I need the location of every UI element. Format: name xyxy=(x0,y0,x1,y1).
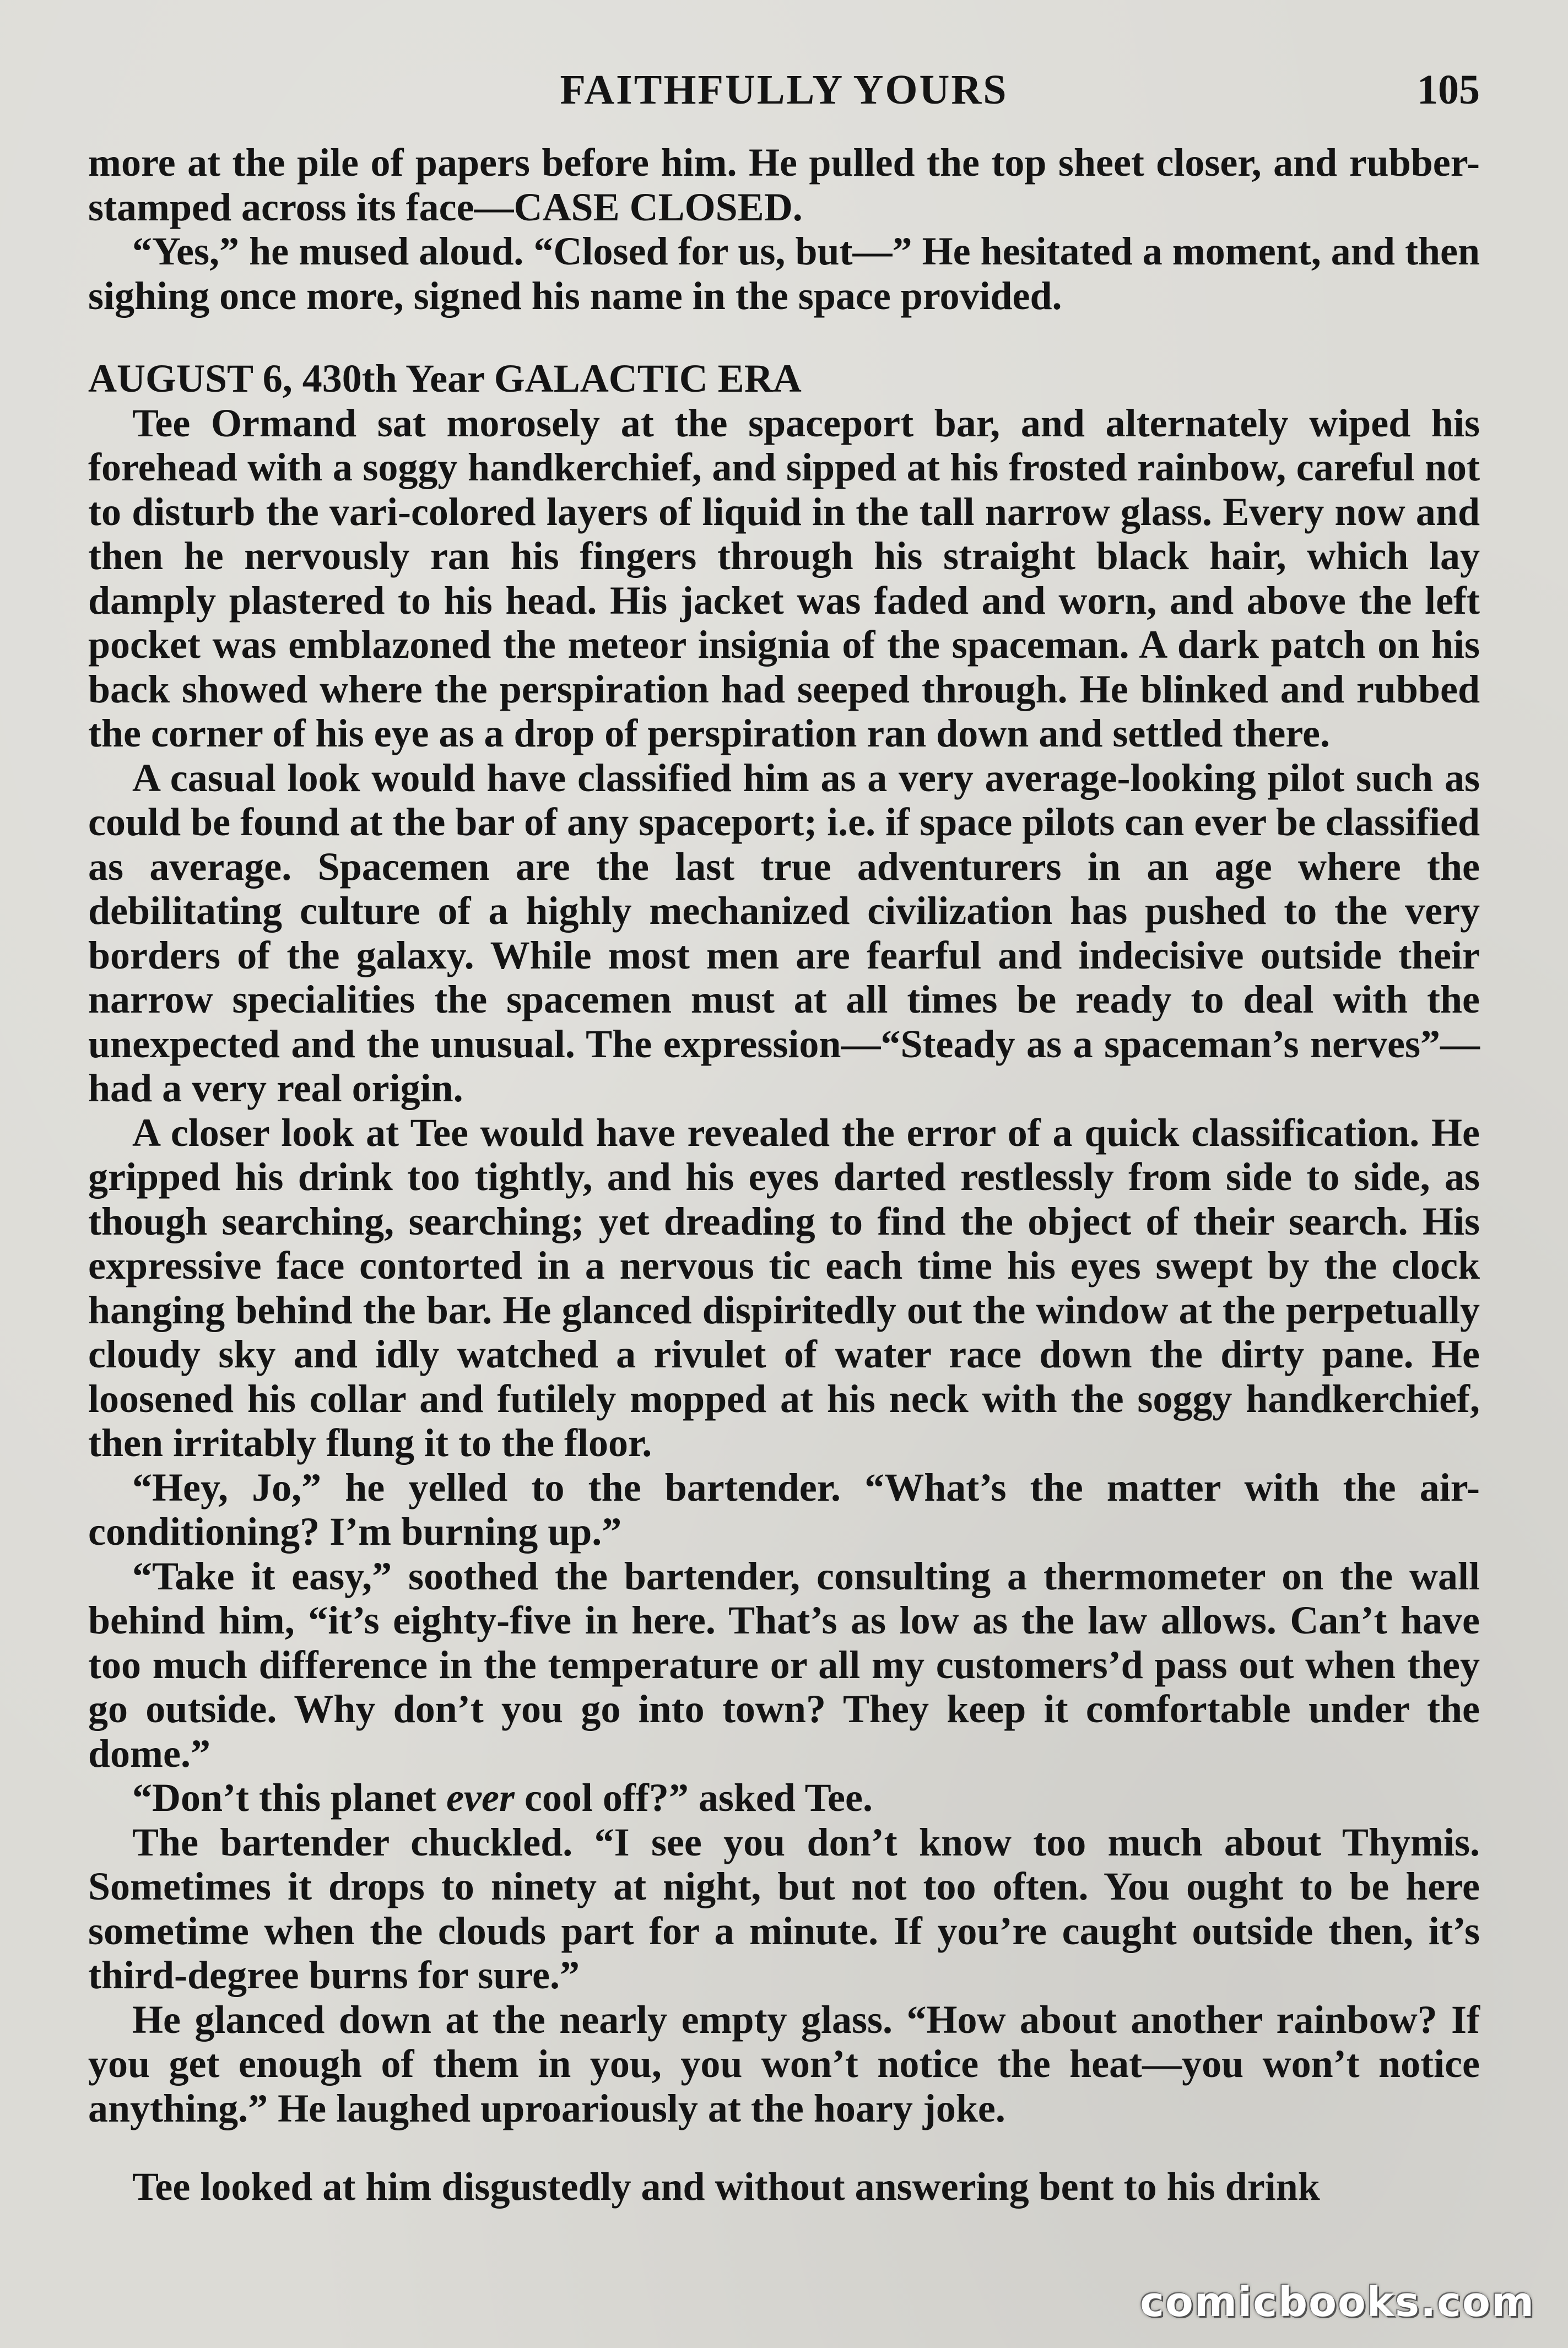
paragraph-casual-look: A casual look would have classified him as a very average-looking pilot such as could be found at the bar of any spaceport; i.e. if space pilots can ever be classified as average. Spacemen are the last true adventurers in an age where the debilitating culture of a highly mechanized civilization has pushed to the very borders of the galaxy. While most men are fearful and indecisive outside their narrow specialities the spacemen must at all times be ready to deal with the unexpected and the unusual. The expression—“Steady as a spaceman’s nerves”—had a very real origin. xyxy=(88,755,1480,1110)
dont-line-emphasis: ever xyxy=(446,1776,515,1820)
dont-line-before: “Don’t this planet xyxy=(132,1776,447,1820)
paragraph-continued: more at the pile of papers before him. He pulled the top sheet closer, and rubber-stamped across its face—CASE CLOSED. xyxy=(88,140,1480,229)
paragraph-tee-looked: Tee looked at him disgustedly and without answering bent to his drink xyxy=(132,2165,1320,2209)
paragraph-yes-he-mused: “Yes,” he mused aloud. “Closed for us, but—” He hesitated a moment, and then sighing once more, signed his name in the space provided. xyxy=(88,229,1480,318)
running-title: FAITHFULLY YOURS xyxy=(560,67,1008,113)
paragraph-take-it-easy: “Take it easy,” soothed the bartender, consulting a thermometer on the wall behind him, “it’s eighty-five in here. That’s as low as the law allows. Can’t have too much difference in the temperature or all my customers’d pass out when they go outside. Why don’t you go into town? They keep it comfortable under the dome.” xyxy=(88,1554,1480,1776)
paragraph-bartender-chuckled: The bartender chuckled. “I see you don’t know too much about Thymis. Sometimes it drops to ninety at night, but not too often. You ought to be here sometime when the clouds part for a minute. If you’re caught outside then, it’s third-degree burns for sure.” xyxy=(88,1820,1480,1997)
section-break xyxy=(88,318,1480,356)
paragraph-closer-look: A closer look at Tee would have revealed the error of a quick classification. He gripped his drink too tightly, and his eyes darted restlessly from side to side, as though searching, searching; yet dreading to find the object of their search. His expressive face contorted in a nervous tic each time his eyes swept by the clock hanging behind the bar. He glanced dispiritedly out the window at the perpetually cloudy sky and idly watched a rivulet of water race down the dirty pane. He loosened his collar and futilely mopped at his neck with the soggy handkerchief, then irritably flung it to the floor. xyxy=(88,1110,1480,1465)
section-dateline: AUGUST 6, 430th Year GALACTIC ERA xyxy=(88,356,802,401)
paragraph-tee-ormand: Tee Ormand sat morosely at the spaceport bar, and alternately wiped his forehead with a soggy handkerchief, and sipped at his frosted rainbow, careful not to disturb the vari-colored layers of liquid in the tall narrow glass. Every now and then he nervously ran his fingers through his straight black hair, which lay damply plastered to his head. His jacket was faded and worn, and above the left pocket was emblazoned the meteor insignia of the spaceman. A dark patch on his back showed where the perspiration had seeped through. He blinked and rubbed the corner of his eye as a drop of perspiration ran down and settled there. xyxy=(88,401,1480,755)
dont-line-after: cool off?” asked Tee. xyxy=(514,1776,873,1820)
paragraph-dont-this-planet xyxy=(88,1776,1480,1820)
page-header xyxy=(88,66,1480,127)
paragraph-he-glanced-down: He glanced down at the nearly empty glass. “How about another rainbow? If you get enough of them in you, you won’t notice the heat—you won’t notice anything.” He laughed uproariously at the hoary joke. xyxy=(88,1997,1480,2130)
page-number: 105 xyxy=(1417,67,1480,113)
watermark-logo: comicbooks.com xyxy=(1140,2279,1535,2326)
paragraph-hey-jo: “Hey, Jo,” he yelled to the bartender. “What’s the matter with the air-conditioning? I’m burning up.” xyxy=(88,1465,1480,1554)
page-body xyxy=(88,140,1480,2209)
spacer xyxy=(88,2130,1480,2165)
